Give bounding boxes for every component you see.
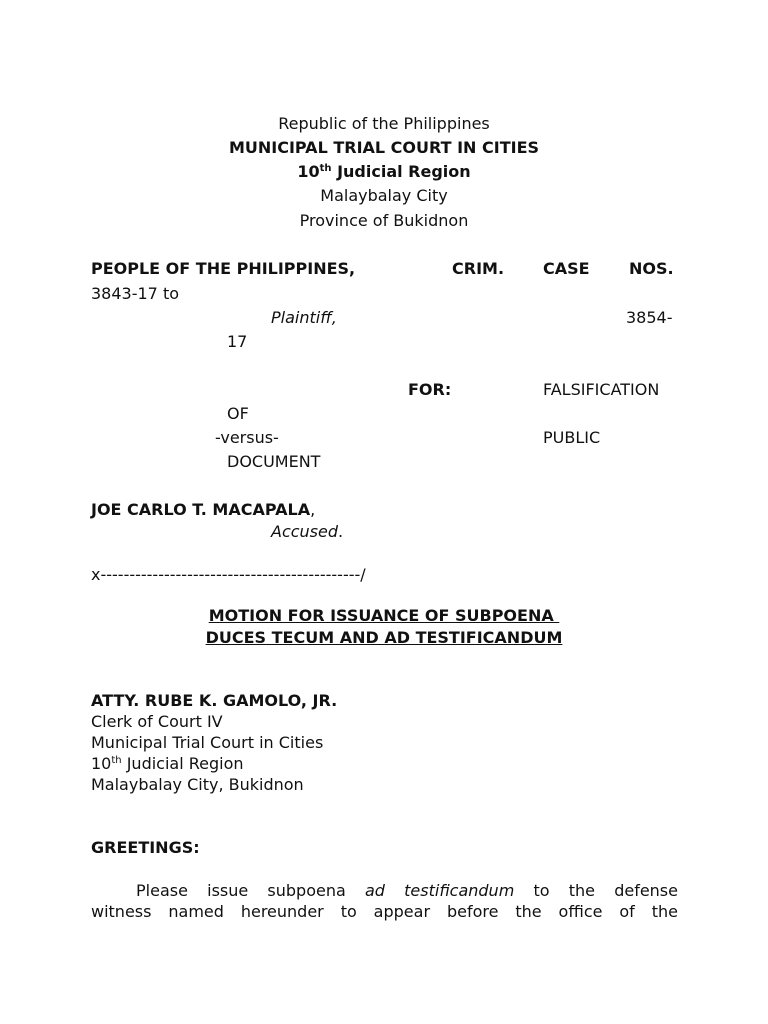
offense-falsification: FALSIFICATION xyxy=(543,380,660,399)
versus-label: -versus- xyxy=(215,428,279,447)
offense-document: DOCUMENT xyxy=(227,452,321,471)
header-region xyxy=(0,162,768,182)
paragraph-line1-c: to the defense xyxy=(514,881,678,900)
plaintiff-name: PEOPLE OF THE PHILIPPINES, xyxy=(91,259,356,278)
addressee-name: ATTY. RUBE K. GAMOLO, JR. xyxy=(91,691,338,710)
accused-label xyxy=(271,522,343,542)
accused-label-text: Accused xyxy=(271,522,339,541)
accused-name-text: JOE CARLO T. MACAPALA xyxy=(91,500,311,519)
addressee-position: Clerk of Court IV xyxy=(91,712,223,731)
paragraph-line1-italic: ad testificandum xyxy=(364,881,515,900)
addressee-address: Malaybalay City, Bukidnon xyxy=(91,775,304,794)
paragraph-line2: witness named hereunder to appear before the office of the xyxy=(91,902,678,921)
addressee-region-num: 10 xyxy=(91,754,112,773)
offense-public: PUBLIC xyxy=(543,428,601,447)
addressee-office: Municipal Trial Court in Cities xyxy=(91,733,324,752)
for-label: FOR: xyxy=(408,380,452,399)
header-province: Province of Bukidnon xyxy=(299,211,469,230)
caption-divider: x---------------------------------------------/ xyxy=(91,565,366,584)
addressee-region-rest: Judicial Region xyxy=(121,754,244,773)
caption-case: CASE xyxy=(543,259,590,278)
header-region-sup: th xyxy=(319,163,332,174)
accused-comma: , xyxy=(310,500,316,519)
case-numbers-end: 3854- xyxy=(626,308,673,327)
paragraph-line1-a: Please issue subpoena xyxy=(136,881,365,900)
motion-title-line1 xyxy=(0,606,768,626)
accused-period: . xyxy=(338,522,344,541)
case-numbers-start: 3843-17 to xyxy=(91,284,179,303)
header-region-rest: Judicial Region xyxy=(331,162,471,181)
motion-title-line1-text: MOTION FOR ISSUANCE OF SUBPOENA xyxy=(208,606,560,625)
motion-title-line2 xyxy=(0,628,768,648)
addressee-region-sup: th xyxy=(111,755,122,766)
caption-nos: NOS. xyxy=(629,259,674,278)
header-court: MUNICIPAL TRIAL COURT IN CITIES xyxy=(228,138,540,157)
case-numbers-end-year: 17 xyxy=(227,332,248,351)
greeting: GREETINGS: xyxy=(91,838,200,857)
header-city: Malaybalay City xyxy=(320,186,448,205)
addressee-region xyxy=(91,754,244,774)
plaintiff-label: Plaintiff, xyxy=(271,308,337,327)
accused-name xyxy=(91,500,315,520)
offense-of: OF xyxy=(227,404,249,423)
paragraph-line1 xyxy=(91,880,678,901)
caption-crim: CRIM. xyxy=(452,259,505,278)
motion-title-line2-text: DUCES TECUM AND AD TESTIFICANDUM xyxy=(205,628,563,647)
header-republic: Republic of the Philippines xyxy=(278,114,490,133)
header-region-num: 10 xyxy=(297,162,320,181)
